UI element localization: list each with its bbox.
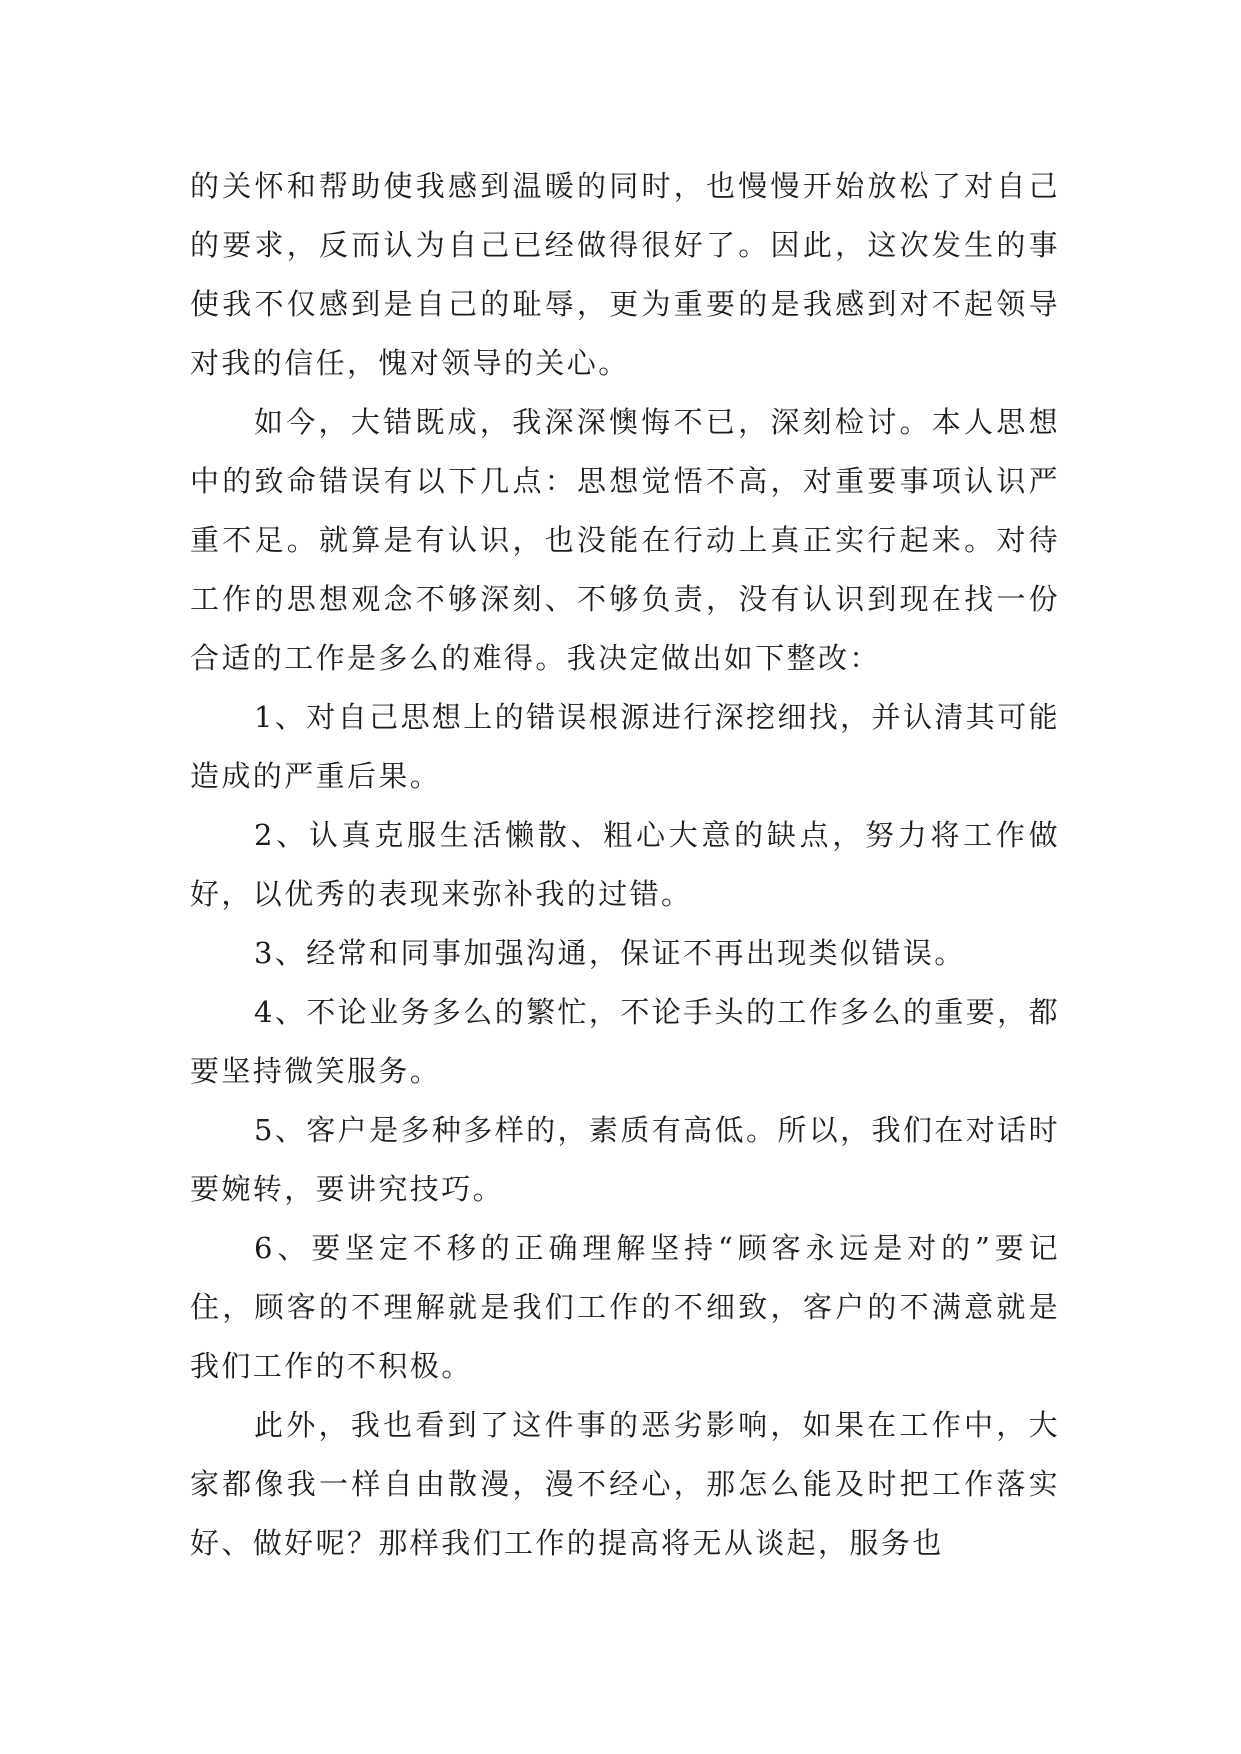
document-body xyxy=(190,157,1060,1573)
paragraph-self-reflection: 如今，大错既成，我深深懊悔不已，深刻检讨。本人思想中的致命错误有以下几点：思想觉悟不高，对重要事项认识严重不足。就算是有认识，也没能在行动上真正实行起来。对待工作的思想观念不够深刻、不够负责，没有认识到现在找一份合适的工作是多么的难得。我决定做出如下整改： xyxy=(190,405,1060,675)
paragraph-item-2: 2、认真克服生活懒散、粗心大意的缺点，努力将工作做好，以优秀的表现来弥补我的过错。 xyxy=(190,818,1060,911)
paragraph-item-5: 5、客户是多种多样的，素质有高低。所以，我们在对话时要婉转，要讲究技巧。 xyxy=(190,1113,1060,1206)
paragraph-conclusion: 此外，我也看到了这件事的恶劣影响，如果在工作中，大家都像我一样自由散漫，漫不经心，那怎么能及时把工作落实好、做好呢？那样我们工作的提高将无从谈起，服务也 xyxy=(190,1408,1060,1560)
paragraph-item-6: 6、要坚定不移的正确理解坚持“顾客永远是对的”要记住，顾客的不理解就是我们工作的不细致，客户的不满意就是我们工作的不积极。 xyxy=(190,1231,1060,1383)
paragraph-continuation: 的关怀和帮助使我感到温暖的同时，也慢慢开始放松了对自己的要求，反而认为自己已经做得很好了。因此，这次发生的事使我不仅感到是自己的耻辱，更为重要的是我感到对不起领导对我的信任，愧对领导的关心。 xyxy=(190,169,1060,380)
paragraph-item-3: 3、经常和同事加强沟通，保证不再出现类似错误。 xyxy=(254,936,966,970)
paragraph-item-1: 1、对自己思想上的错误根源进行深挖细找，并认清其可能造成的严重后果。 xyxy=(190,700,1060,793)
paragraph-item-4: 4、不论业务多么的繁忙，不论手头的工作多么的重要，都要坚持微笑服务。 xyxy=(190,995,1060,1088)
